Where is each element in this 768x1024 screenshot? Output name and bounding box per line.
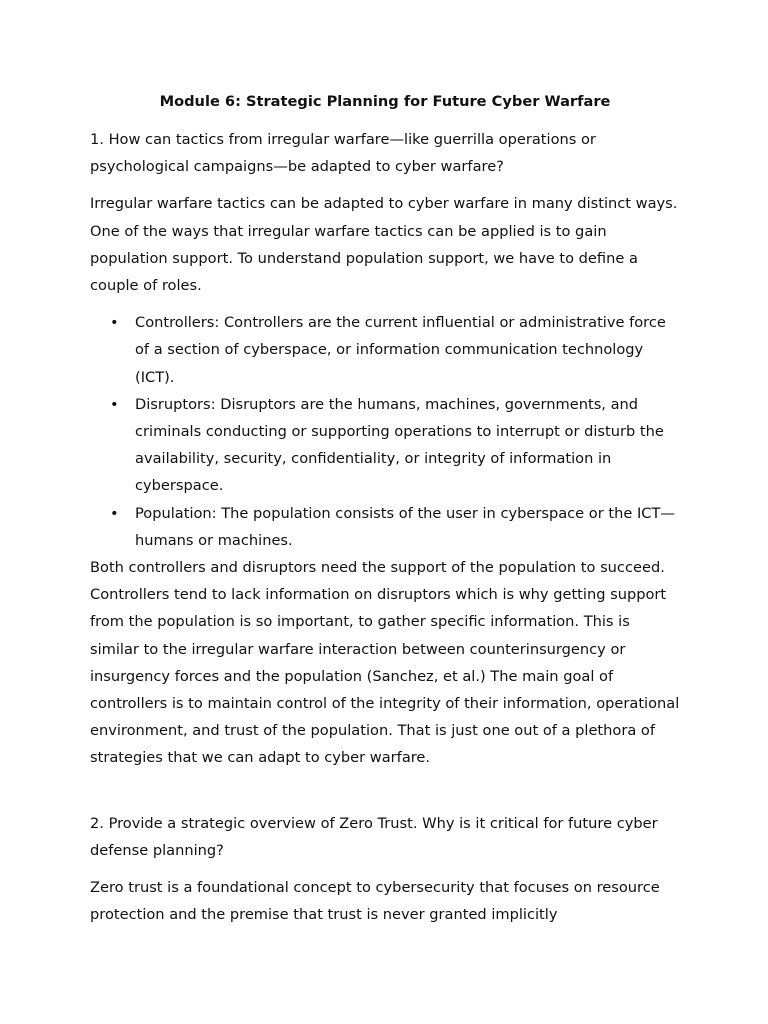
list-item-controllers (90, 309, 680, 391)
paragraph-population-support: Both controllers and disruptors need the support of the population to succeed. Controllers tend to lack information on disruptors which is why getting support from the population is so important, to gather specific information. This is similar to the irregular warfare interaction between counterinsurgency or insurgency forces and the population (Sanchez, et al.) The main goal of controllers is to maintain control of the integrity of their information, operational environment, and trust of the population. That is just one out of a plethora of strategies that we can adapt to cyber warfare. (90, 559, 680, 767)
document-body (90, 90, 680, 938)
question-1: 1. How can tactics from irregular warfare—like guerrilla operations or psychological campaigns—be adapted to cyber warfare? (90, 131, 596, 176)
section-spacer (90, 772, 680, 810)
list-item-text: Population: The population consists of the user in cyberspace or the ICT—humans or machines. (135, 504, 675, 549)
list-item-disruptors (90, 391, 680, 500)
bullet-icon: • (110, 314, 119, 332)
question-2: 2. Provide a strategic overview of Zero Trust. Why is it critical for future cyber defense planning? (90, 814, 658, 859)
roles-list (90, 309, 680, 554)
paragraph-zero-trust: Zero trust is a foundational concept to cybersecurity that focuses on resource protection and the premise that trust is never granted implicitly (90, 879, 660, 924)
paragraph-intro: Irregular warfare tactics can be adapted to cyber warfare in many distinct ways. One of the ways that irregular warfare tactics can be applied is to gain population support. To understand population support, we have to define a couple of roles. (90, 195, 678, 295)
bullet-icon: • (110, 395, 119, 413)
list-item-population (90, 500, 680, 554)
list-item-text: Controllers: Controllers are the current influential or administrative force of a section of cyberspace, or information communication technology (ICT). (135, 314, 666, 386)
bullet-icon: • (110, 504, 119, 522)
document-title: Module 6: Strategic Planning for Future Cyber Warfare (159, 93, 611, 110)
list-item-text: Disruptors: Disruptors are the humans, machines, governments, and criminals conducting or supporting operations to interrupt or disturb the availability, security, confidentiality, or integrity of information in cyberspace. (135, 395, 664, 495)
